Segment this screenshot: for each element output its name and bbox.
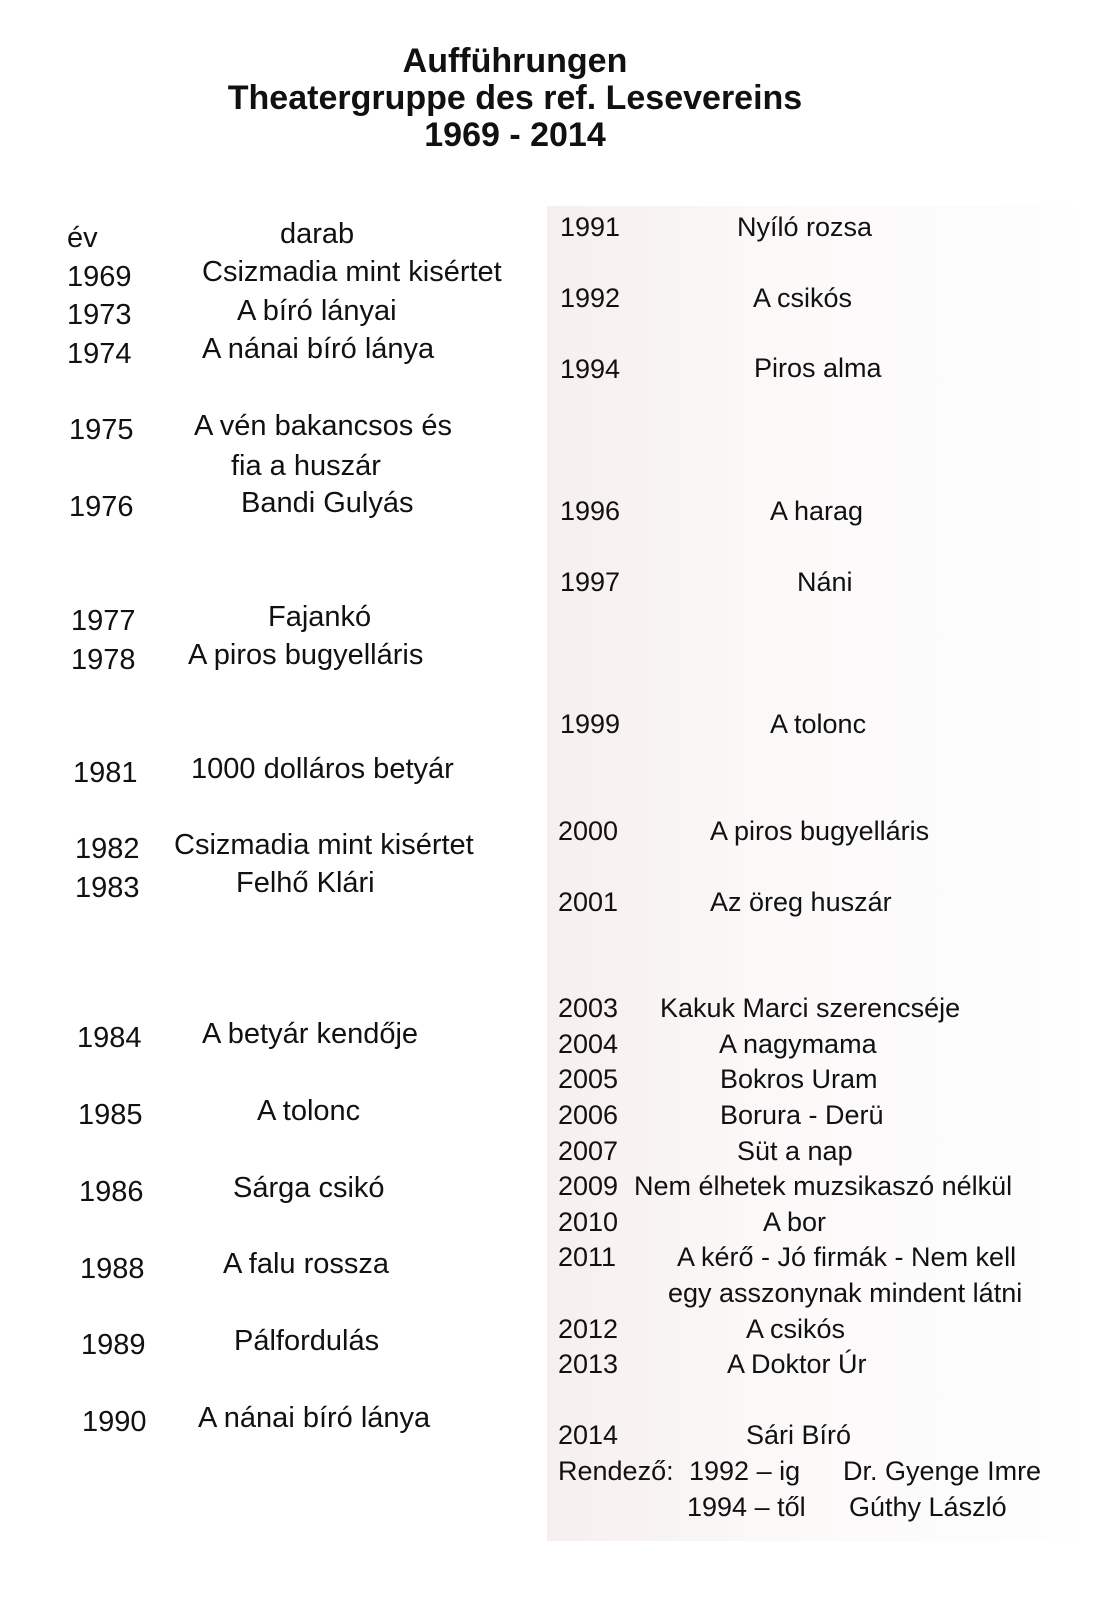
right-play: A piros bugyelláris [710, 816, 930, 846]
right-play: A tolonc [770, 709, 867, 739]
right-year: 2009 [558, 1171, 619, 1201]
director2-name: Gúthy László [849, 1492, 1007, 1522]
left-year: 1983 [75, 872, 140, 904]
right-year: 2001 [558, 887, 619, 917]
left-year: 1984 [77, 1022, 142, 1054]
director1-period: 1992 – ig [689, 1456, 801, 1486]
left-play: A vén bakancsos és [194, 410, 452, 442]
right-play: Bokros Uram [720, 1064, 878, 1094]
right-play: A bor [763, 1207, 827, 1237]
right-year: 2005 [558, 1064, 619, 1094]
right-play: A kérő - Jó firmák - Nem kell [677, 1242, 1017, 1272]
left-year: 1975 [69, 414, 134, 446]
right-year: 2006 [558, 1100, 619, 1130]
header-play: darab [280, 218, 355, 250]
right-play: A nagymama [719, 1029, 877, 1059]
left-play-cont: fia a huszár [231, 450, 381, 482]
left-year: 1973 [67, 299, 132, 331]
right-play: A csikós [746, 1314, 846, 1344]
title-line-1: Aufführungen [402, 42, 628, 80]
right-year: 1992 [560, 283, 621, 313]
right-year: 2000 [558, 816, 619, 846]
header-year: év [67, 222, 98, 254]
left-play: A nánai bíró lánya [202, 333, 435, 365]
left-year: 1990 [82, 1406, 147, 1438]
left-year: 1974 [67, 338, 132, 370]
right-year: 2003 [558, 993, 619, 1023]
left-year: 1989 [81, 1329, 146, 1361]
left-play: Sárga csikó [233, 1172, 385, 1204]
right-year: 2010 [558, 1207, 619, 1237]
left-play: A betyár kendője [202, 1018, 419, 1050]
left-year: 1985 [78, 1099, 143, 1131]
right-play: Kakuk Marci szerencséje [660, 993, 961, 1023]
left-play: 1000 dolláros betyár [191, 753, 454, 785]
left-year: 1969 [67, 261, 132, 293]
right-year: 1991 [560, 212, 621, 242]
left-year: 1988 [80, 1253, 145, 1285]
left-play: Fajankó [268, 601, 372, 633]
director1-name: Dr. Gyenge Imre [843, 1456, 1042, 1486]
left-play: Csizmadia mint kisértet [202, 256, 502, 288]
right-play: Az öreg huszár [710, 887, 892, 917]
right-play: A harag [770, 496, 864, 526]
right-year: 1997 [560, 567, 621, 597]
left-year: 1982 [75, 833, 140, 865]
right-year: 1996 [560, 496, 621, 526]
right-play: Nem élhetek muzsikaszó nélkül [634, 1171, 1013, 1201]
right-play: A Doktor Úr [727, 1349, 867, 1379]
title-line-2: Theatergruppe des ref. Lesevereins [227, 79, 803, 117]
right-play: A csikós [753, 283, 853, 313]
right-play-cont: egy asszonynak mindent látni [668, 1278, 1023, 1308]
right-year: 2014 [558, 1420, 619, 1450]
right-year: 2012 [558, 1314, 619, 1344]
right-play: Náni [797, 567, 853, 597]
left-year: 1986 [79, 1176, 144, 1208]
right-year: 2011 [558, 1242, 617, 1272]
title-line-3: 1969 - 2014 [424, 116, 606, 154]
left-play: A falu rossza [223, 1248, 390, 1280]
left-play: Felhő Klári [236, 867, 375, 899]
left-play: A piros bugyelláris [188, 639, 424, 671]
right-year: 2004 [558, 1029, 619, 1059]
left-year: 1981 [73, 757, 138, 789]
left-year: 1976 [69, 491, 134, 523]
left-year: 1977 [71, 605, 136, 637]
right-year: 1994 [560, 354, 621, 384]
left-play: Csizmadia mint kisértet [174, 829, 474, 861]
right-play: Borura - Derü [720, 1100, 884, 1130]
right-play: Sári Bíró [746, 1420, 852, 1450]
right-year: 1999 [560, 709, 621, 739]
director-label: Rendező: [558, 1456, 674, 1486]
left-play: A tolonc [257, 1095, 361, 1127]
director2-period: 1994 – től [687, 1492, 806, 1522]
left-play: A bíró lányai [237, 295, 397, 327]
left-play: A nánai bíró lánya [198, 1402, 431, 1434]
left-play: Bandi Gulyás [241, 487, 414, 519]
right-play: Piros alma [754, 353, 882, 383]
right-play: Süt a nap [737, 1136, 853, 1166]
left-play: Pálfordulás [234, 1325, 380, 1357]
right-play: Nyíló rozsa [737, 212, 873, 242]
left-year: 1978 [71, 644, 136, 676]
right-year: 2007 [558, 1136, 619, 1166]
right-year: 2013 [558, 1349, 619, 1379]
